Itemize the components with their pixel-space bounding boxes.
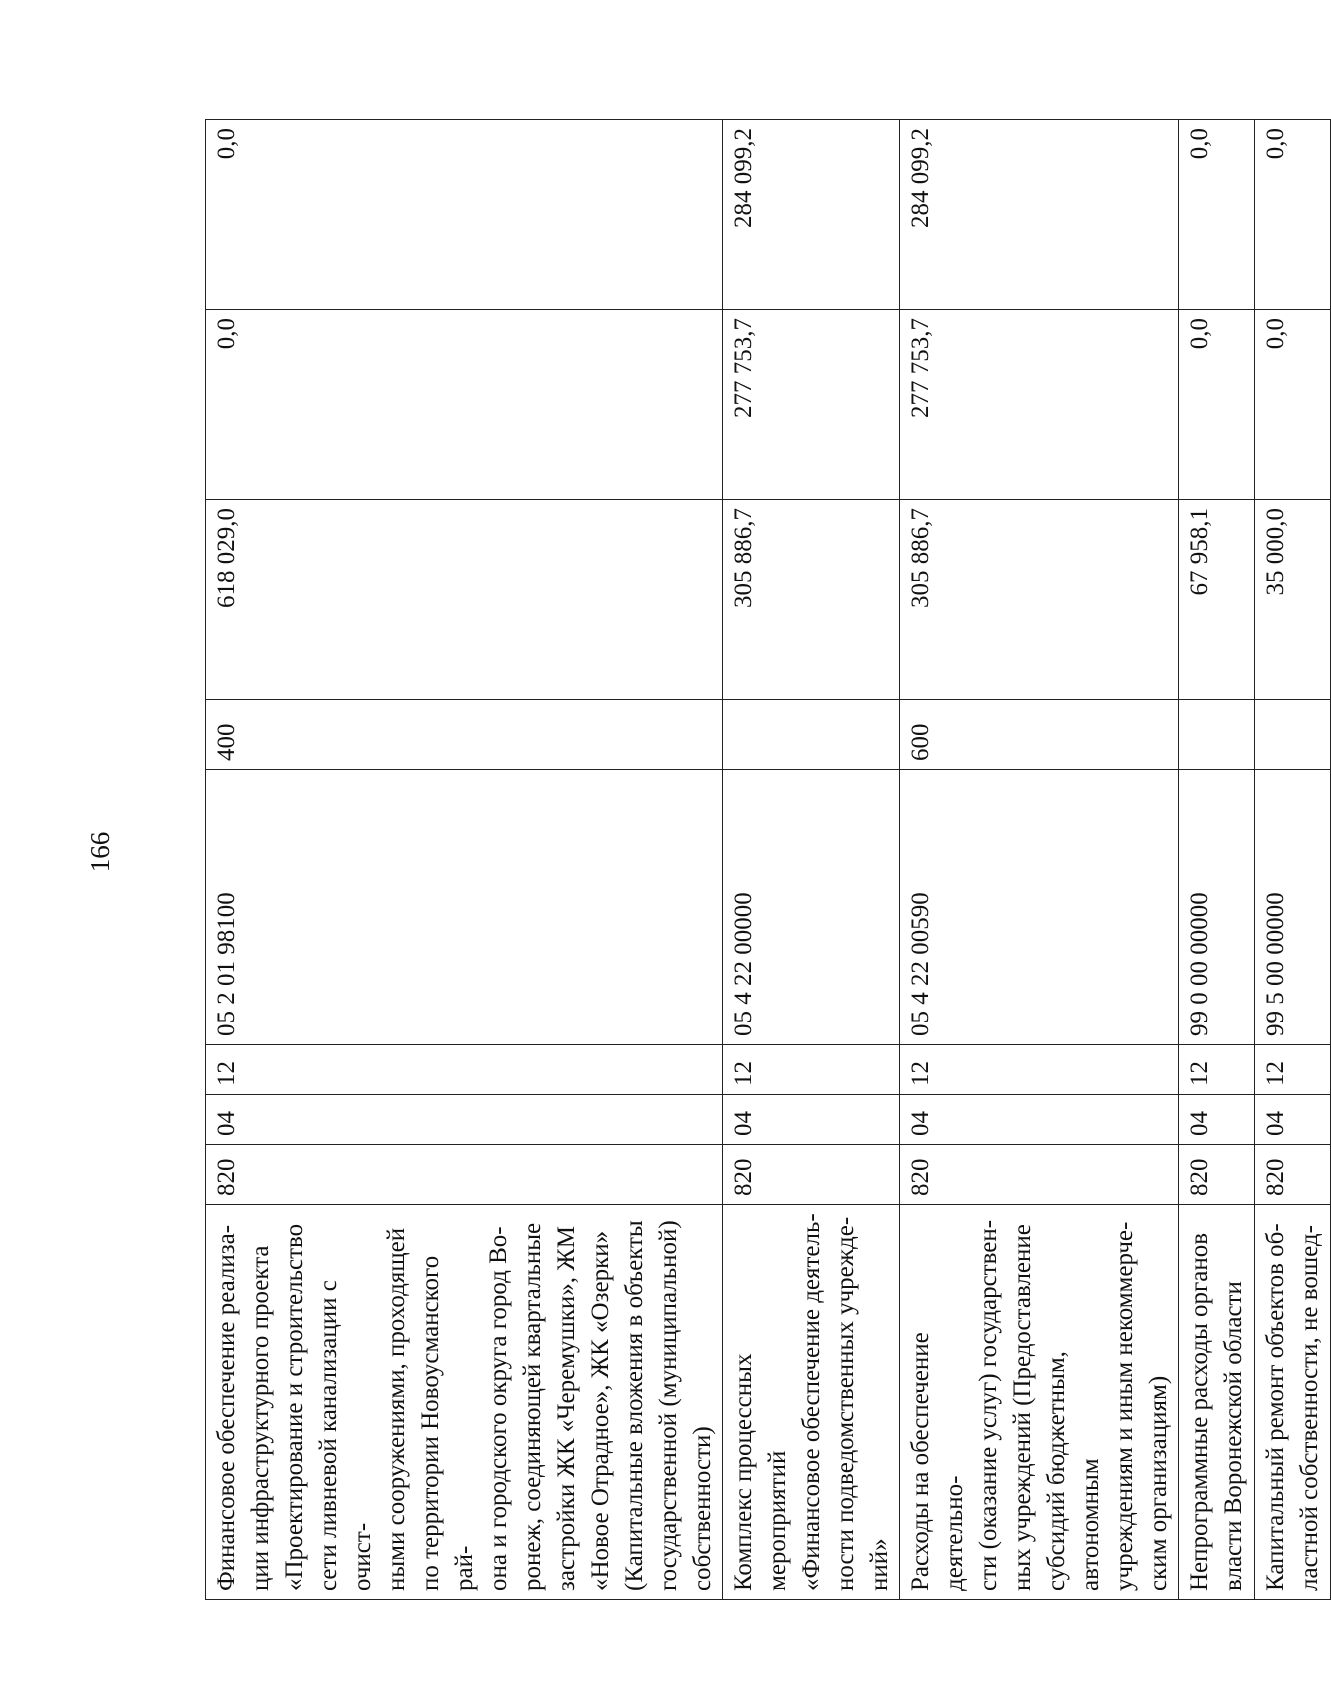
budget-table (205, 119, 1331, 1600)
expense-type (1255, 700, 1331, 770)
amount-year-1: 67 958,1 (1179, 500, 1255, 700)
subsection-code: 12 (1255, 1045, 1331, 1095)
name-line: собственности) (689, 1426, 716, 1591)
name-line: ных учреждений (Предоставление (1009, 1224, 1036, 1591)
name-line: «Финансовое обеспечение деятель- (798, 1213, 825, 1591)
amount-year-3: 284 099,2 (900, 120, 1179, 310)
ministry-code: 820 (1255, 1145, 1331, 1205)
name-line: государственной (муниципальной) (655, 1220, 682, 1591)
table-row (1179, 120, 1255, 1600)
table-row (1255, 120, 1331, 1600)
page-number: 166 (85, 831, 115, 873)
name-line: сети ливневой канализации с очист- (315, 1280, 376, 1591)
table-row (900, 120, 1179, 1600)
section-code: 04 (206, 1095, 723, 1145)
name-line: Расходы на обеспечение деятельно- (907, 1332, 968, 1591)
ministry-code: 820 (1179, 1145, 1255, 1205)
table-row (206, 120, 723, 1600)
name-line: Финансовое обеспечение реализа- (213, 1224, 240, 1591)
name-line: она и городского округа город Во- (485, 1226, 512, 1591)
name-line: (Капитальные вложения в объекты (621, 1220, 648, 1591)
name-line: ронеж, соединяющей квартальные (519, 1222, 546, 1591)
amount-year-2: 0,0 (1255, 310, 1331, 500)
amount-year-2: 277 753,7 (723, 310, 900, 500)
amount-year-1: 35 000,0 (1255, 500, 1331, 700)
amount-year-2: 277 753,7 (900, 310, 1179, 500)
name-line: Комплекс процессных мероприятий (730, 1353, 791, 1591)
section-code: 04 (900, 1095, 1179, 1145)
amount-year-3: 284 099,2 (723, 120, 900, 310)
name-line: Капитальный ремонт объектов об- (1262, 1223, 1289, 1591)
target-article: 99 5 00 00000 (1255, 770, 1331, 1045)
table-row (723, 120, 900, 1600)
row-name (900, 1205, 1179, 1600)
amount-year-2: 0,0 (1179, 310, 1255, 500)
name-line: ний» (866, 1538, 893, 1591)
name-line: застройки ЖК «Черемушки», ЖМ (553, 1226, 580, 1591)
target-article: 05 2 01 98100 (206, 770, 723, 1045)
name-line: «Проектирование и строительство (281, 1223, 308, 1591)
name-line: ными сооружениями, проходящей (383, 1227, 410, 1591)
ministry-code: 820 (900, 1145, 1179, 1205)
row-name (1255, 1205, 1331, 1600)
ministry-code: 820 (723, 1145, 900, 1205)
amount-year-3: 0,0 (1179, 120, 1255, 310)
section-code: 04 (723, 1095, 900, 1145)
name-line: субсидий бюджетным, автономным (1043, 1351, 1104, 1591)
table-container (205, 120, 1323, 1600)
name-line: власти Воронежской области (1220, 1281, 1247, 1591)
amount-year-3: 0,0 (1255, 120, 1331, 310)
amount-year-1: 618 029,0 (206, 500, 723, 700)
ministry-code: 820 (206, 1145, 723, 1205)
subsection-code: 12 (723, 1045, 900, 1095)
row-name (1179, 1205, 1255, 1600)
expense-type (1179, 700, 1255, 770)
expense-type: 400 (206, 700, 723, 770)
name-line: сти (оказание услуг) государствен- (975, 1219, 1002, 1591)
expense-type: 600 (900, 700, 1179, 770)
subsection-code: 12 (206, 1045, 723, 1095)
target-article: 05 4 22 00000 (723, 770, 900, 1045)
section-code: 04 (1255, 1095, 1331, 1145)
amount-year-1: 305 886,7 (900, 500, 1179, 700)
name-line: ности подведомственных учрежде- (832, 1216, 859, 1591)
target-article: 05 4 22 00590 (900, 770, 1179, 1045)
row-name (206, 1205, 723, 1600)
name-line: «Новое Отрадное», ЖК «Озерки» (587, 1230, 614, 1591)
name-line: учреждениям и иным некоммерче- (1111, 1221, 1138, 1591)
name-line: ции инфраструктурного проекта (247, 1245, 274, 1591)
name-line: по территории Новоусманского рай- (417, 1255, 478, 1591)
expense-type (723, 700, 900, 770)
amount-year-1: 305 886,7 (723, 500, 900, 700)
rotated-table-frame (205, 120, 1323, 1600)
name-line: Непрограммные расходы органов (1186, 1232, 1213, 1591)
subsection-code: 12 (900, 1045, 1179, 1095)
row-name (723, 1205, 900, 1600)
name-line: ластной собственности, не вошед- (1296, 1225, 1323, 1591)
name-line: ским организациям) (1145, 1375, 1172, 1591)
amount-year-3: 0,0 (206, 120, 723, 310)
amount-year-2: 0,0 (206, 310, 723, 500)
target-article: 99 0 00 00000 (1179, 770, 1255, 1045)
table-body (206, 120, 1331, 1600)
subsection-code: 12 (1179, 1045, 1255, 1095)
section-code: 04 (1179, 1095, 1255, 1145)
